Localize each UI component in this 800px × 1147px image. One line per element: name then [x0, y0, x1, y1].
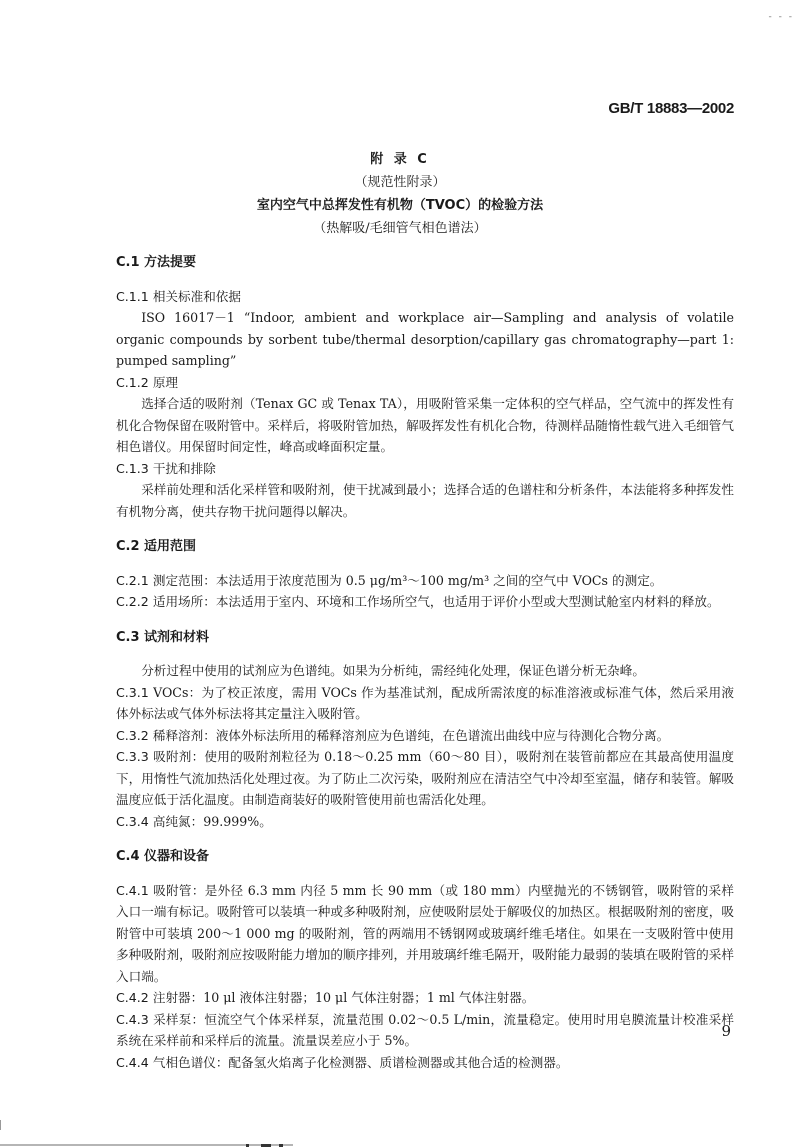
- section-heading-c1: C.1 方法提要: [116, 255, 197, 270]
- subsection-heading-c1-1: C.1.1 相关标准和依据: [116, 288, 241, 304]
- document-body: [116, 252, 734, 1073]
- clause-number: C.4.4: [116, 1054, 149, 1070]
- clause-c4-3: [116, 1009, 734, 1052]
- scan-edge-mark: [0, 1120, 1, 1130]
- clause-number: C.3.3: [116, 749, 149, 764]
- subsection-heading-c1-3: C.1.3 干扰和排除: [116, 460, 216, 476]
- annex-subtitle: （热解吸/毛细管气相色谱法）: [313, 221, 487, 236]
- clause-c3-2: [116, 725, 734, 747]
- clause-text: 适用场所：本法适用于室内、环境和工作场所空气，也适用于评价小型或大型测试舱室内材料的释放。: [152, 594, 720, 609]
- clause-c4-4: [116, 1052, 734, 1074]
- clause-number: C.3.1: [116, 684, 149, 700]
- clause-number: C.4.2: [116, 990, 149, 1005]
- clause-c4-1: [116, 880, 734, 988]
- clause-number: C.3.4: [116, 813, 149, 829]
- section-heading-c4: C.4 仪器和设备: [116, 849, 210, 864]
- clause-text: 采样泵：恒流空气个体采样泵，流量范围 0.02～0.5 L/min，流量稳定。使用时用皂膜流量计校准采样系统在采样前和采样后的流量。流量误差应小于 5%。: [116, 1011, 734, 1048]
- clause-text: 高纯氮：99.999%。: [152, 813, 272, 829]
- clause-number: C.3.2: [116, 727, 149, 743]
- paragraph-c1-2: 选择合适的吸附剂（Tenax GC 或 Tenax TA），用吸附管采集一定体积的空气样品，空气流中的挥发性有机化合物保留在吸附管中。采样后，将吸附管加热，解吸挥发性有机化合物，待测样品随惰性载气进入毛细管气相色谱仪。用保留时间定性，峰高或峰面积定量。: [116, 396, 734, 454]
- paragraph-c1-1: ISO 16017－1 “Indoor, ambient and workplace air—Sampling and analysis of volatile organic compounds by sorbent tube/thermal desorption/capillary gas chromatography—part 1: pumped sampling”: [116, 310, 734, 368]
- standard-code: GB/T 18883—2002: [608, 100, 734, 117]
- annex-normative-label: （规范性附录）: [354, 175, 446, 190]
- clause-text: 注射器：10 μl 液体注射器；10 μl 气体注射器；1 ml 气体注射器。: [152, 990, 535, 1005]
- clause-text: 吸附管：是外径 6.3 mm 内径 5 mm 长 90 mm（或 180 mm）内壁抛光的不锈钢管，吸附管的采样入口一端有标记。吸附管可以装填一种或多种吸附剂，应使吸附层处于解吸仪的加热区。根据吸附剂的密度，吸附管中可装填 200～1 000 mg 的吸附剂，管的两端用不锈钢网或玻璃纤维毛堵住。如果在一支吸附管中使用多种吸附剂，吸附剂应按吸附能力增加的顺序排列，并用玻璃纤维毛隔开，吸附能力最弱的装填在吸附管的采样入口端。: [116, 882, 734, 984]
- clause-text: 稀释溶剂：液体外标法所用的稀释溶剂应为色谱纯，在色谱流出曲线中应与待测化合物分离。: [152, 727, 670, 743]
- clause-c3-3: [116, 746, 734, 811]
- clause-text: 吸附剂：使用的吸附剂粒径为 0.18～0.25 mm（60～80 目），吸附剂在装管前都应在其最高使用温度下，用惰性气流加热活化处理过夜。为了防止二次污染，吸附剂应在清洁空气中冷却至室温，储存和装管。解吸温度应低于活化温度。由制造商装好的吸附管使用前也需活化处理。: [116, 749, 734, 807]
- annex-main-title: 室内空气中总挥发性有机物（TVOC）的检验方法: [256, 198, 544, 213]
- clause-number: C.4.1: [116, 882, 149, 898]
- corner-mark: - - -: [768, 12, 794, 22]
- section-heading-c3: C.3 试剂和材料: [116, 629, 210, 645]
- clause-text: 气相色谱仪：配备氢火焰离子化检测器、质谱检测器或其他合适的检测器。: [152, 1054, 569, 1070]
- clause-c3-1: [116, 682, 734, 725]
- paragraph-c1-3: 采样前处理和活化采样管和吸附剂，使干扰减到最小；选择合适的色谱柱和分析条件，本法能将多种挥发性有机物分离，使共存物干扰问题得以解决。: [116, 482, 734, 519]
- annex-title-block: [0, 148, 800, 240]
- clause-c2-2: [116, 591, 734, 613]
- clause-c2-1: [116, 570, 734, 592]
- clause-number: C.2.2: [116, 594, 149, 609]
- clause-text: 测定范围：本法适用于浓度范围为 0.5 μg/m³～100 mg/m³ 之间的空气中 VOCs 的测定。: [152, 572, 663, 588]
- section-heading-c2: C.2 适用范围: [116, 539, 197, 554]
- subsection-heading-c1-2: C.1.2 原理: [116, 374, 179, 390]
- clause-c4-2: [116, 987, 734, 1009]
- clause-number: C.2.1: [116, 572, 149, 588]
- page-number: 9: [721, 1022, 731, 1040]
- paragraph-c3: 分析过程中使用的试剂应为色谱纯。如果为分析纯，需经纯化处理，保证色谱分析无杂峰。: [141, 663, 645, 678]
- clause-number: C.4.3: [116, 1011, 149, 1027]
- annex-label: 附 录 C: [370, 152, 430, 167]
- clause-c3-4: [116, 811, 734, 833]
- clause-text: VOCs：为了校正浓度，需用 VOCs 作为基准试剂，配成所需浓度的标准溶液或标准气体，然后采用液体外标法或气体外标法将其定量注入吸附管。: [116, 684, 734, 721]
